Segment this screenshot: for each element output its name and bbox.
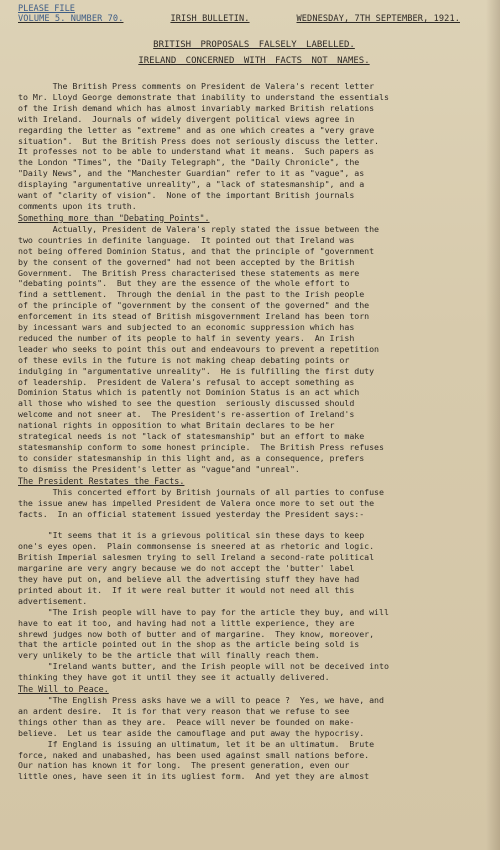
section-heading-president-restates: The President Restates the Facts. xyxy=(18,475,185,486)
text-line: leader who seeks to point this out and endeavours to prevent a repetition xyxy=(18,343,379,354)
text-line: "The Irish people will have to pay for the article they buy, and will xyxy=(18,606,389,617)
section-debating-points xyxy=(18,224,490,475)
text-line: all those who wished to see the question seriously discussed should xyxy=(18,398,355,409)
text-line: printed about it. If it were real butter it would not need all this xyxy=(18,584,355,595)
text-line: force, naked and unabashed, has been used against small nations before. xyxy=(18,749,370,760)
text-line: enforcement in its stead of British misgovernment Ireland has been torn xyxy=(18,311,370,322)
text-line: "Ireland wants butter, and the Irish people will not be deceived into xyxy=(18,661,389,672)
text-line: to Mr. Lloyd George demonstrate that inability to understand the essentials xyxy=(18,91,389,102)
text-line: "The English Press asks have we a will to peace ? Yes, we have, and xyxy=(18,695,384,706)
text-line: statesmanship conform to some honest principle. The British Press refuses xyxy=(18,442,384,452)
text-line: not being offered Dominion Status, and that the principle of "government xyxy=(18,245,375,256)
text-line: believe. Let us tear aside the camouflage and put away the hypocrisy. xyxy=(18,727,365,738)
text-line: find a settlement. Through the denial in the past to the Irish people xyxy=(18,289,365,300)
text-line: strategical needs is not "lack of statesmanship" but an effort to make xyxy=(18,431,365,442)
article-title: BRITISH PROPOSALS FALSELY LABELLED. xyxy=(153,40,355,50)
text-line: of the Irish demand which has almost invariably marked British relations xyxy=(18,102,375,113)
text-line xyxy=(18,519,490,530)
text-line: things other than as they are. Peace will never be founded on make- xyxy=(18,716,355,727)
text-line: indulging in "argumentative unreality". He is fulfilling the first duty xyxy=(18,365,375,376)
text-line: national rights in opposition to what Britain declares to be her xyxy=(18,420,335,431)
text-line: It professes not to be able to understand what it means. Such papers as xyxy=(18,146,375,157)
text-line: displaying "argumentative unreality", a "lack of statesmanship", and a xyxy=(18,179,365,190)
text-line: very unlikely to be the article that will finally reach them. xyxy=(18,650,320,661)
text-line: Government. The British Press characterised these statements as mere xyxy=(18,267,360,278)
text-line: the London "Times", the "Daily Telegraph", the "Daily Chronicle", the xyxy=(18,157,360,168)
text-line: of these evils in the future is not making cheap debating points or xyxy=(18,354,350,365)
text-line: reduced the number of its people to half in seventy years. An Irish xyxy=(18,332,355,343)
text-line: situation". But the British Press does not seriously discuss the letter. xyxy=(18,135,379,146)
bulletin-header xyxy=(18,14,490,25)
text-line: "Daily News", and the "Manchester Guardian" refer to it as "vague", as xyxy=(18,168,365,179)
text-line: to consider statesmanship in this light and, as a consequence, prefers xyxy=(18,452,365,463)
section-heading-debating-points: Something more than "Debating Points". xyxy=(18,212,210,223)
text-line: "It seems that it is a grievous political sin these days to keep xyxy=(18,530,365,541)
file-stamp: PLEASE FILE xyxy=(18,4,75,14)
publication-name: IRISH BULLETIN. xyxy=(170,14,250,24)
volume-number: VOLUME 5. NUMBER 70. xyxy=(18,14,124,24)
text-line: to dismiss the President's letter as "vague"and "unreal". xyxy=(18,463,300,474)
text-line: two countries in definite language. It pointed out that Ireland was xyxy=(18,234,355,245)
section-will-to-peace xyxy=(18,695,490,782)
text-line: of the principle of "government by the consent of the governed" and the xyxy=(18,300,370,311)
text-line: This concerted effort by British journals of all parties to confuse xyxy=(18,486,384,497)
article-subtitle: IRELAND CONCERNED WITH FACTS NOT NAMES. xyxy=(138,56,370,66)
text-line: the issue anew has impelled President de Valera once more to set out the xyxy=(18,497,375,508)
text-line: have to eat it too, and having had not a little experience, they are xyxy=(18,617,355,628)
text-line: Actually, President de Valera's reply stated the issue between the xyxy=(18,223,379,234)
text-line: by incessant wars and subjected to an economic suppression which has xyxy=(18,322,355,333)
text-line: The British Press comments on President de Valera's recent letter xyxy=(18,81,375,91)
text-line: welcome and not sneer at. The President's re-assertion of Ireland's xyxy=(18,409,355,420)
text-line: facts. In an official statement issued yesterday the President says:- xyxy=(18,508,365,519)
text-line: little ones, have seen it in its ugliest form. And yet they are almost xyxy=(18,771,370,782)
text-line: an ardent desire. It is for that very reason that we refuse to see xyxy=(18,705,350,716)
text-line: If England is issuing an ultimatum, let it be an ultimatum. Brute xyxy=(18,738,375,749)
text-line: Our nation has known it for long. The present generation, even our xyxy=(18,760,350,771)
text-line: Dominion Status which is patently not Dominion Status is an act which xyxy=(18,387,360,398)
text-line: British Imperial salesmen trying to sell Ireland a second-rate political xyxy=(18,552,375,563)
text-line: margarine are very angry because we do not accept the 'butter' label xyxy=(18,563,355,574)
text-line: want of "clarity of vision". None of the important British journals xyxy=(18,190,355,201)
text-line: by the consent of the governed" had not been accepted by the British xyxy=(18,256,355,267)
text-line: comments upon its truth. xyxy=(18,200,137,211)
issue-date: WEDNESDAY, 7TH SEPTEMBER, 1921. xyxy=(296,14,460,24)
text-line: they have put on, and believe all the advertising stuff they have had xyxy=(18,573,360,584)
text-line: regarding the letter as "extreme" and as one which creates a "very grave xyxy=(18,124,375,135)
text-line: with Ireland. Journals of widely divergent political views agree in xyxy=(18,113,355,124)
text-line: one's eyes open. Plain commonsense is sneered at as rhetoric and logic. xyxy=(18,541,375,552)
text-line: of leadership. President de Valera's refusal to accept something as xyxy=(18,376,355,387)
text-line: "debating points". But they are the essence of the whole effort to xyxy=(18,278,350,289)
text-line: shrewd judges now both of butter and of margarine. They know, moreover, xyxy=(18,628,375,639)
text-line: advertisement. xyxy=(18,595,88,606)
section-heading-will-to-peace: The Will to Peace. xyxy=(18,684,109,695)
text-line: thinking they have got it until they see it actually delivered. xyxy=(18,672,330,683)
intro-paragraph xyxy=(18,81,490,212)
section-president-restates xyxy=(18,487,490,683)
text-line: that the article pointed out in the shop as the article being sold is xyxy=(18,639,360,650)
